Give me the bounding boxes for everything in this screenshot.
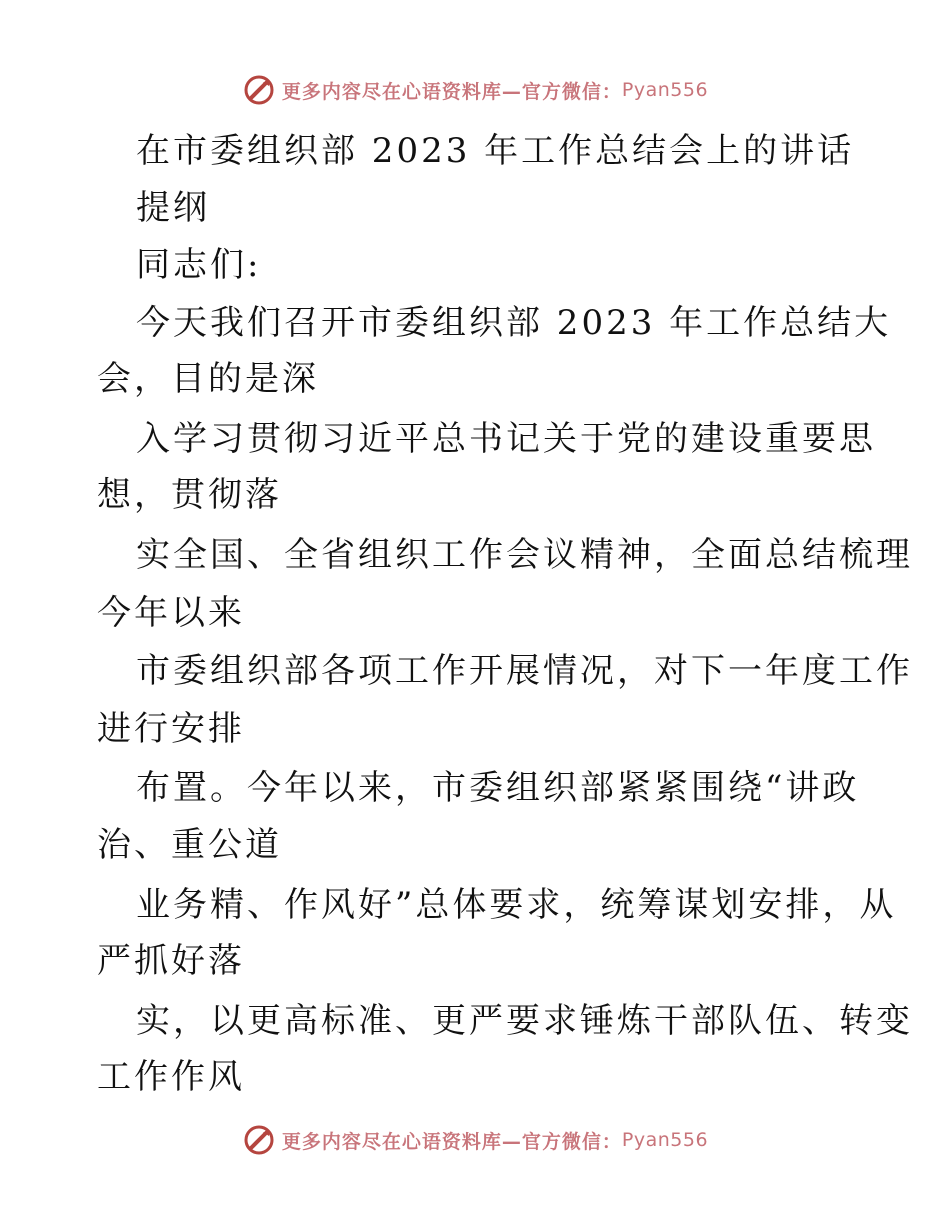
body-line: 今年以来	[97, 593, 245, 633]
body-line: 市委组织部各项工作开展情况，对下一年度工作	[136, 651, 913, 691]
body-line: 业务精、作风好”总体要求，统筹谋划安排，从	[136, 885, 897, 925]
body-line: 严抓好落	[97, 941, 245, 981]
salutation: 同志们:	[136, 245, 262, 285]
body-line: 工作作风	[97, 1057, 245, 1097]
pen-logo-icon	[242, 1123, 276, 1157]
body-line: 今天我们召开市委组织部 2023 年工作总结大	[136, 303, 892, 343]
watermark-contact: Pyan556	[621, 79, 709, 101]
watermark-contact: Pyan556	[621, 1129, 709, 1151]
body-line: 入学习贯彻习近平总书记关于党的建设重要思	[136, 419, 876, 459]
document-title-line-2: 提纲	[136, 188, 210, 228]
body-line: 实，以更高标准、更严要求锤炼干部队伍、转变	[136, 1001, 913, 1041]
body-line: 布置。今年以来，市委组织部紧紧围绕“讲政	[136, 768, 860, 808]
body-line: 想，贯彻落	[97, 475, 282, 515]
body-line: 实全国、全省组织工作会议精神，全面总结梳理	[136, 535, 913, 575]
body-line: 进行安排	[97, 709, 245, 749]
document-title-line-1: 在市委组织部 2023 年工作总结会上的讲话	[136, 131, 855, 171]
header-watermark	[0, 70, 950, 110]
watermark-text: 更多内容尽在心语资料库—官方微信：	[281, 80, 622, 103]
body-line: 会，目的是深	[97, 359, 319, 399]
pen-logo-icon	[242, 73, 276, 107]
watermark-text: 更多内容尽在心语资料库—官方微信：	[281, 1130, 622, 1153]
footer-watermark	[0, 1120, 950, 1160]
body-line: 治、重公道	[97, 825, 282, 865]
